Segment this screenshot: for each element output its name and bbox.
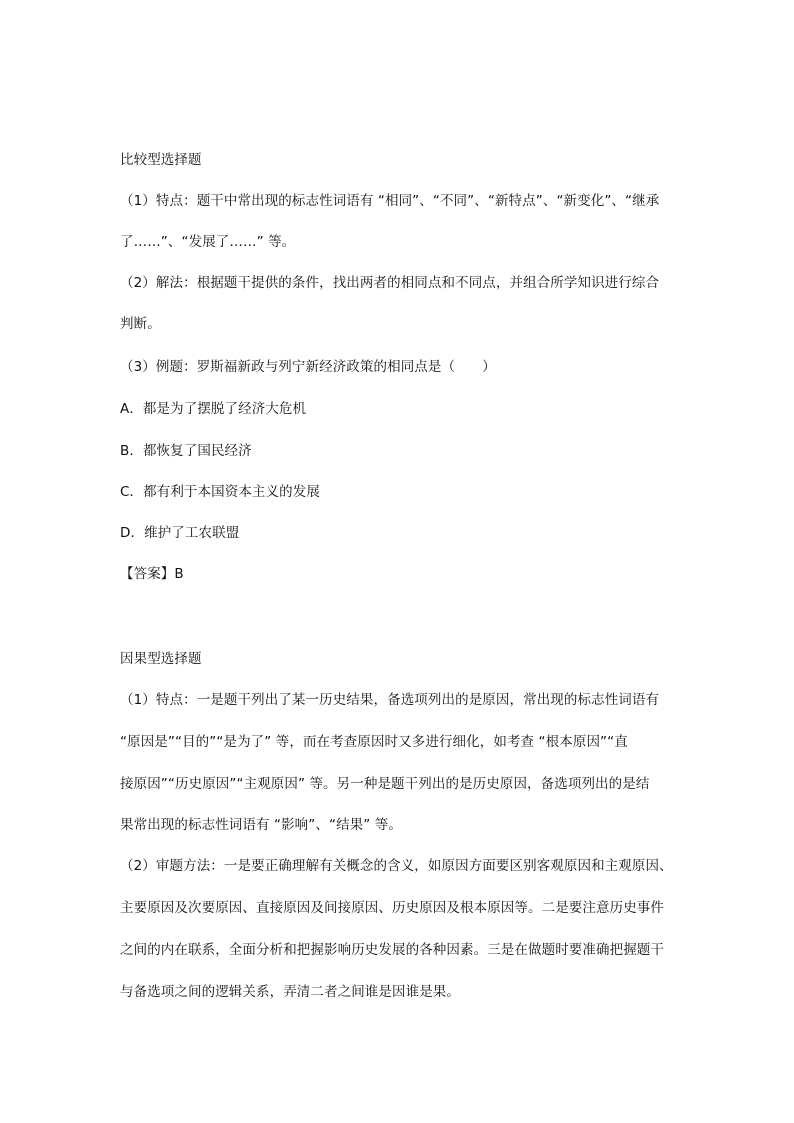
paragraph-causal-method-line-1: （2）审题方法：一是要正确理解有关概念的含义，如原因方面要区别客观原因和主观原因、 bbox=[120, 858, 673, 874]
paragraph-causal-method-line-2: 主要原因及次要原因、直接原因及间接原因、历史原因及根本原因等。二是要注意历史事件 bbox=[120, 900, 664, 916]
section-title-causal: 因果型选择题 bbox=[120, 651, 202, 667]
option-b: B．都恢复了国民经济 bbox=[120, 443, 252, 459]
paragraph-method-line-1: （2）解法：根据题干提供的条件，找出两者的相同点和不同点，并组合所学知识进行综合 bbox=[120, 275, 660, 291]
paragraph-causal-features-line-2: “原因是”“目的”“是为了” 等，而在考查原因时又多进行细化，如考查 “根本原因”“直 bbox=[120, 734, 628, 750]
section-title-comparison: 比较型选择题 bbox=[120, 152, 202, 168]
paragraph-causal-method-line-4: 与备选项之间的逻辑关系，弄清二者之间谁是因谁是果。 bbox=[120, 984, 460, 1000]
paragraph-features-line-1: （1）特点：题干中常出现的标志性词语有 “相同”、“不同”、“新特点”、“新变化”、“继承 bbox=[120, 193, 660, 209]
option-a: A．都是为了摆脱了经济大危机 bbox=[120, 401, 307, 417]
option-c: C．都有利于本国资本主义的发展 bbox=[120, 484, 320, 500]
paragraph-causal-features-line-1: （1）特点：一是题干列出了某一历史结果，备选项列出的是原因，常出现的标志性词语有 bbox=[120, 692, 660, 708]
paragraph-causal-features-line-3: 接原因”“历史原因”“主观原因” 等。另一种是题干列出的是历史原因，备选项列出的是结 bbox=[120, 776, 650, 792]
paragraph-features-line-2: 了……”、“发展了……” 等。 bbox=[120, 234, 296, 250]
paragraph-causal-method-line-3: 之间的内在联系，全面分析和把握影响历史发展的各种因素。三是在做题时要准确把握题干 bbox=[120, 942, 664, 958]
option-d: D．维护了工农联盟 bbox=[120, 525, 240, 541]
paragraph-causal-features-line-4: 果常出现的标志性词语有 “影响”、“结果” 等。 bbox=[120, 817, 402, 833]
paragraph-method-line-2: 判断。 bbox=[120, 316, 161, 332]
paragraph-example-question: （3）例题：罗斯福新政与列宁新经济政策的相同点是（ ） bbox=[120, 359, 496, 375]
answer-line: 【答案】B bbox=[120, 566, 184, 582]
